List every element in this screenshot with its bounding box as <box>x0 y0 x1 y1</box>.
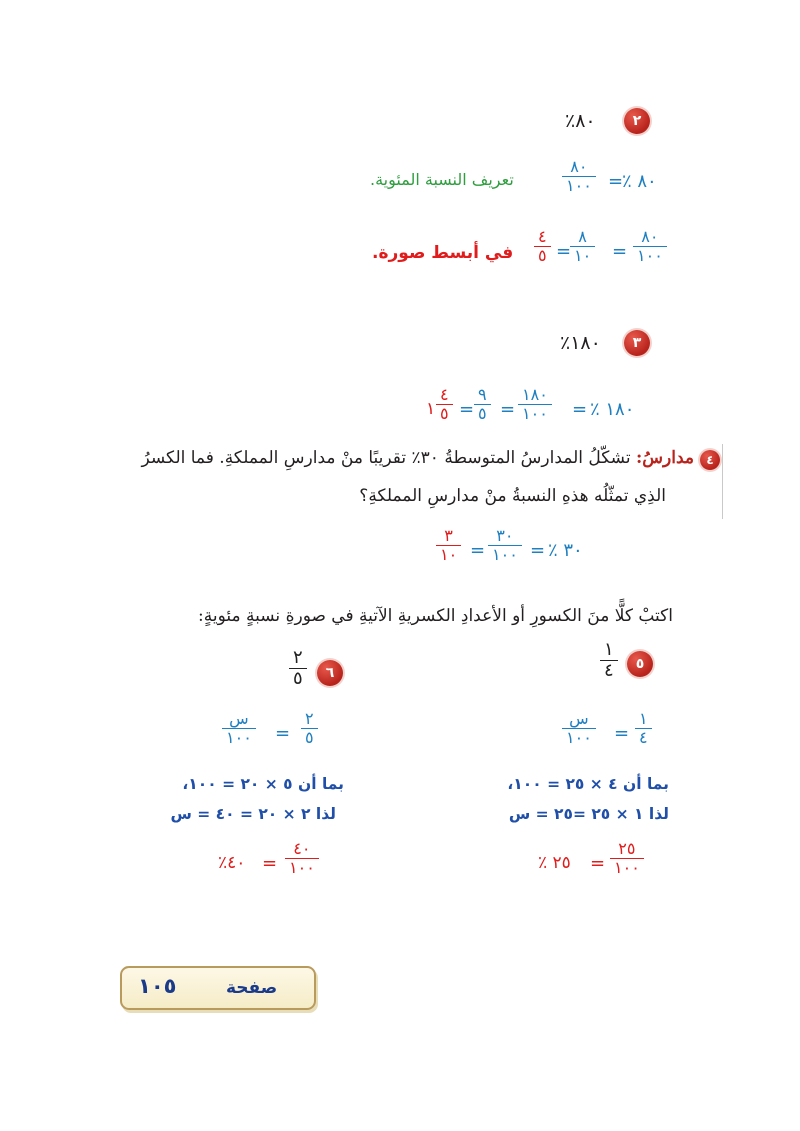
numerator: ٨٠ <box>570 157 588 176</box>
numerator: ٢ <box>305 709 314 728</box>
problem-number-badge: ٢ <box>624 108 650 134</box>
equals-sign: = <box>612 241 628 262</box>
page-number-box <box>120 966 316 1010</box>
fraction <box>518 386 552 423</box>
fraction <box>436 527 461 564</box>
fraction <box>222 710 256 747</box>
denominator: ١٠ <box>440 545 458 565</box>
denominator: ٥ <box>478 404 487 424</box>
equals-sign: = <box>572 399 588 420</box>
equals-sign: = <box>470 540 486 561</box>
problem-label: ١٨٠٪ <box>560 332 601 354</box>
fraction <box>610 840 644 877</box>
denominator: ١٠٠ <box>226 728 252 748</box>
denominator: ١٠ <box>574 246 592 266</box>
fraction <box>635 710 652 747</box>
equals-sign: = <box>459 399 475 420</box>
equals-sign: = <box>590 853 606 874</box>
numerator: س <box>569 709 589 728</box>
denominator: ٤ <box>604 660 614 682</box>
equals-sign: = <box>614 723 630 744</box>
denominator: ٥ <box>440 404 449 424</box>
problem-statement <box>142 448 694 468</box>
result-percent: ٤٠٪ <box>218 853 246 873</box>
fraction <box>633 228 667 265</box>
denominator: ١٠٠ <box>289 858 315 878</box>
given-fraction <box>600 640 618 681</box>
numerator: ٨٠ <box>641 227 659 246</box>
numerator: ٨ <box>578 227 587 246</box>
note-definition: تعريف النسبة المئوية. <box>370 170 514 189</box>
section-rule <box>722 444 723 519</box>
fraction <box>474 386 491 423</box>
given-fraction <box>289 648 307 689</box>
solution-step: لذا ٢ × ٢٠ = ٤٠ = س <box>170 805 336 823</box>
problem-text: الذِي تمثّلُه هذهِ النسبةُ منْ مدارسِ المملكةِ؟ <box>359 486 666 506</box>
problem-text: تشكّلُ المدارسُ المتوسطةُ ٣٠٪ تقريبًا منْ مدارسِ المملكةِ. فما الكسرُ <box>141 448 631 468</box>
equals-sign: = <box>262 853 278 874</box>
denominator: ١٠٠ <box>637 246 663 266</box>
problem-number-badge: ٥ <box>627 651 653 677</box>
fraction <box>436 386 453 423</box>
result-percent: ٢٥ ٪ <box>538 853 571 873</box>
fraction <box>285 840 319 877</box>
numerator: ٣٠ <box>496 526 514 545</box>
problem-number-badge: ٤ <box>700 450 720 470</box>
problem-number-badge: ٦ <box>317 660 343 686</box>
fraction <box>562 158 596 195</box>
percent-expression: ٪ ١٨٠ <box>590 399 635 420</box>
equals-sign: = <box>500 399 516 420</box>
page-number: ١٠٥ <box>138 974 177 998</box>
equals-sign: = <box>556 241 572 262</box>
denominator: ٤ <box>639 728 648 748</box>
fraction <box>488 527 522 564</box>
denominator: ٥ <box>538 246 547 266</box>
denominator: ١٠٠ <box>566 176 592 196</box>
solution-step: بما أن ٥ × ٢٠ = ١٠٠، <box>182 775 344 793</box>
denominator: ١٠٠ <box>566 728 592 748</box>
solution-step: لذا ١ × ٢٥ =٢٥ = س <box>508 805 669 823</box>
equals-sign: = <box>530 540 546 561</box>
instruction-text: اكتبْ كلًّا منَ الكسورِ أو الأعدادِ الكسريةِ الآتيةِ في صورةِ نسبةٍ مئويةٍ: <box>198 606 673 626</box>
numerator: س <box>229 709 249 728</box>
numerator: ٣ <box>444 526 453 545</box>
percent-expression: ٨٠ ٪ <box>622 171 657 192</box>
percent-expression: ٪ ٣٠ <box>548 540 583 561</box>
numerator: ٤٠ <box>293 839 311 858</box>
problem-number-badge: ٣ <box>624 330 650 356</box>
numerator: ٤ <box>440 385 449 404</box>
numerator: ١ <box>639 709 648 728</box>
mixed-whole-number: ١ <box>426 399 436 419</box>
page-label: صفحة <box>226 978 278 998</box>
fraction <box>301 710 318 747</box>
denominator: ٥ <box>293 668 303 690</box>
numerator: ٤ <box>538 227 547 246</box>
numerator: ٢ <box>293 647 303 668</box>
equals-sign: = <box>275 723 291 744</box>
solution-step: بما أن ٤ × ٢٥ = ١٠٠، <box>507 775 669 793</box>
denominator: ٥ <box>305 728 314 748</box>
numerator: ١ <box>604 639 614 660</box>
problem-label: ٨٠٪ <box>565 110 596 132</box>
denominator: ١٠٠ <box>492 545 518 565</box>
fraction <box>534 228 551 265</box>
denominator: ١٠٠ <box>522 404 548 424</box>
denominator: ١٠٠ <box>614 858 640 878</box>
note-simplest-form: في أبسط صورة. <box>372 243 514 263</box>
problem-title: مدارسُ: <box>636 448 694 468</box>
fraction <box>562 710 596 747</box>
numerator: ٩ <box>478 385 487 404</box>
numerator: ١٨٠ <box>522 385 548 404</box>
fraction <box>570 228 595 265</box>
numerator: ٢٥ <box>618 839 636 858</box>
equals-sign: = <box>608 171 624 192</box>
